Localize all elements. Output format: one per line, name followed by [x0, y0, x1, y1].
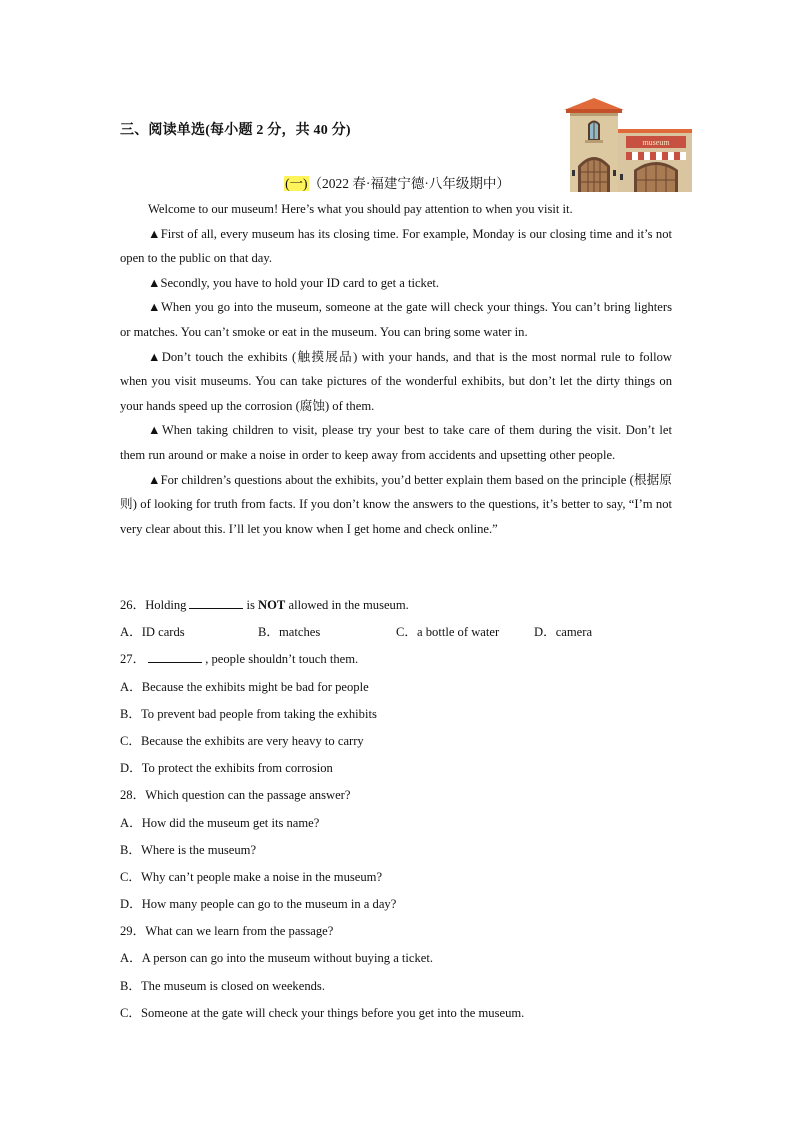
- tower-roof: [564, 98, 624, 110]
- passage-source: （2022 春·福建宁德·八年级期中）: [308, 176, 510, 191]
- passage-subtitle: [0, 172, 794, 192]
- passage-paragraph: Welcome to our museum! Here’s what you should pay attention to when you visit it.: [148, 202, 573, 216]
- option-b[interactable]: B．The museum is closed on weekends.: [120, 978, 325, 993]
- option-a[interactable]: A．Because the exhibits might be bad for people: [120, 679, 369, 694]
- reading-passage: [120, 197, 672, 541]
- question-27-stem: 27． , people shouldn’t touch them.: [120, 652, 359, 667]
- museum-sign-text: museum: [642, 138, 670, 147]
- option-d[interactable]: D．To protect the exhibits from corrosion: [120, 761, 333, 776]
- option-a[interactable]: A．ID cards: [120, 625, 185, 640]
- option-b[interactable]: B．matches: [258, 625, 321, 640]
- option-c[interactable]: C．Why can’t people make a noise in the museum?: [120, 869, 383, 884]
- answer-blank: [189, 597, 243, 609]
- tower-roof-edge: [566, 109, 622, 113]
- passage-paragraph: ▲Secondly, you have to hold your ID card to get a ticket.: [148, 275, 440, 290]
- passage-paragraph: ▲When you go into the museum, someone at the gate will check your things. You can’t bring lighters or matches. You can’t smoke or eat in the museum. You can bring some water in.: [120, 300, 672, 339]
- option-c[interactable]: C．Someone at the gate will check your things before you get into the museum.: [120, 1005, 525, 1020]
- answer-blank: [148, 651, 202, 663]
- passage-paragraph: ▲For children’s questions about the exhibits, you’d better explain them based on the principle (根据原则) of looking for truth from facts. If you don’t know the answers to the questions, it’s better to say, “I’m not very clear about this. I’ll let you know when I get home and check online.”: [120, 472, 672, 536]
- option-d[interactable]: D．How many people can go to the museum in a day?: [120, 897, 397, 912]
- question-28-stem: 28．Which question can the passage answer?: [120, 788, 351, 803]
- option-b[interactable]: B．Where is the museum?: [120, 842, 257, 857]
- striped-awning: [626, 152, 686, 160]
- passage-number-highlight: (一): [285, 176, 308, 191]
- question-list: [120, 592, 672, 1027]
- section-title: 三、阅读单选(每小题 2 分，共 40 分): [120, 123, 351, 138]
- option-a[interactable]: A．How did the museum get its name?: [120, 815, 320, 830]
- wing-roof: [618, 129, 692, 133]
- option-c[interactable]: C．Because the exhibits are very heavy to carry: [120, 733, 364, 748]
- option-a[interactable]: A．A person can go into the museum without buying a ticket.: [120, 951, 434, 966]
- option-b[interactable]: B．To prevent bad people from taking the exhibits: [120, 706, 377, 721]
- option-d[interactable]: D．camera: [534, 625, 593, 640]
- question-29-stem: 29．What can we learn from the passage?: [120, 924, 334, 939]
- passage-paragraph: ▲First of all, every museum has its closing time. For example, Monday is our closing time and it’s not open to the public on that day.: [120, 226, 672, 266]
- passage-paragraph: ▲Don’t touch the exhibits (触摸展品) with your hands, and that is the most normal rule to follow when you visit museums. You can take pictures of the wonderful exhibits, but don’t let the dirty things on your hands speed up the corrosion (腐蚀) of them.: [120, 349, 672, 413]
- passage-paragraph: ▲When taking children to visit, please try your best to take care of them during the visit. Don’t let them run around or make a noise in order to keep away from accidents and upsetting other people.: [120, 423, 672, 462]
- question-26-stem: 26．Holding is NOT allowed in the museum.: [120, 598, 409, 612]
- option-c[interactable]: C．a bottle of water: [396, 625, 500, 640]
- question-26-options: [120, 619, 672, 646]
